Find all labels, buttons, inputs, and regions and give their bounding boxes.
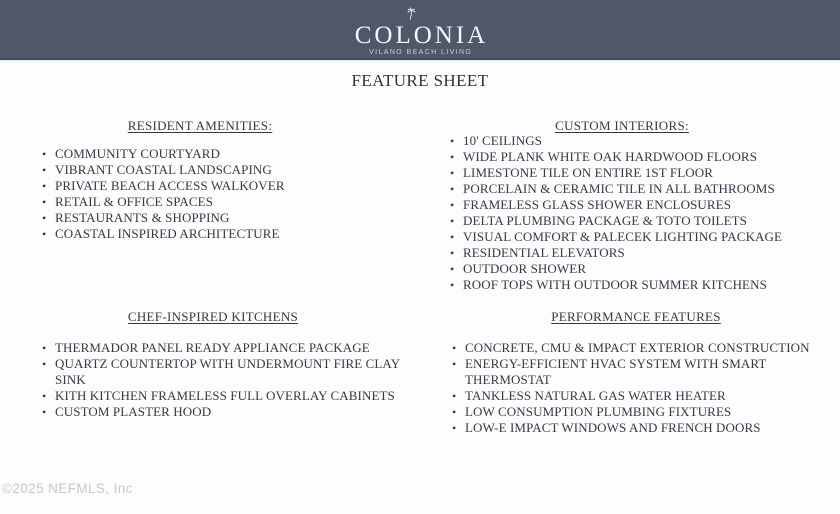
list-item: • THERMADOR PANEL READY APPLIANCE PACKAGE <box>42 340 411 356</box>
list-item: • WIDE PLANK WHITE OAK HARDWOOD FLOORS <box>450 149 833 165</box>
list-item: • CUSTOM PLASTER HOOD <box>42 404 411 420</box>
brand-header <box>0 0 840 60</box>
list-resident-amenities <box>42 146 385 242</box>
list-item: • ENERGY-EFFICIENT HVAC SYSTEM WITH SMART THERMOSTAT <box>452 356 817 388</box>
list-item: • PRIVATE BEACH ACCESS WALKOVER <box>42 178 385 194</box>
list-item: • 10' CEILINGS <box>450 133 833 149</box>
section-heading-chef-inspired-kitchens: CHEF-INSPIRED KITCHENS <box>127 309 299 324</box>
list-item: • DELTA PLUMBING PACKAGE & TOTO TOILETS <box>450 213 833 229</box>
list-item: • RESTAURANTS & SHOPPING <box>42 210 385 226</box>
list-item: • PORCELAIN & CERAMIC TILE IN ALL BATHROOMS <box>450 181 833 197</box>
list-item: • VIBRANT COASTAL LANDSCAPING <box>42 162 385 178</box>
list-item: • VISUAL COMFORT & PALECEK LIGHTING PACKAGE <box>450 229 833 245</box>
list-item: • LOW-E IMPACT WINDOWS AND FRENCH DOORS <box>452 420 817 436</box>
section-heading-custom-interiors: CUSTOM INTERIORS: <box>555 118 689 133</box>
list-performance-features <box>452 340 817 436</box>
brand-tagline: VILANO BEACH LIVING <box>369 49 473 56</box>
list-chef-inspired-kitchens <box>42 340 411 420</box>
list-item: • OUTDOOR SHOWER <box>450 261 833 277</box>
section-heading-performance-features: PERFORMANCE FEATURES <box>551 309 721 324</box>
list-item: • QUARTZ COUNTERTOP WITH UNDERMOUNT FIRE CLAY SINK <box>42 356 411 388</box>
list-item: • CONCRETE, CMU & IMPACT EXTERIOR CONSTRUCTION <box>452 340 817 356</box>
list-item: • RESIDENTIAL ELEVATORS <box>450 245 833 261</box>
list-item: • LOW CONSUMPTION PLUMBING FIXTURES <box>452 404 817 420</box>
brand-name: COLONIA <box>354 22 489 49</box>
list-item: • TANKLESS NATURAL GAS WATER HEATER <box>452 388 817 404</box>
section-heading-resident-amenities: RESIDENT AMENITIES: <box>127 118 273 133</box>
list-item: • COMMUNITY COURTYARD <box>42 146 385 162</box>
list-item: • COASTAL INSPIRED ARCHITECTURE <box>42 226 385 242</box>
page-title: FEATURE SHEET <box>351 71 489 90</box>
list-item: • FRAMELESS GLASS SHOWER ENCLOSURES <box>450 197 833 213</box>
mls-copyright-watermark: ©2025 NEFMLS, Inc <box>2 481 133 496</box>
list-item: • ROOF TOPS WITH OUTDOOR SUMMER KITCHENS <box>450 277 833 293</box>
list-item: • RETAIL & OFFICE SPACES <box>42 194 385 210</box>
list-item: • LIMESTONE TILE ON ENTIRE 1ST FLOOR <box>450 165 833 181</box>
list-custom-interiors <box>450 133 833 293</box>
list-item: • KITH KITCHEN FRAMELESS FULL OVERLAY CABINETS <box>42 388 411 404</box>
